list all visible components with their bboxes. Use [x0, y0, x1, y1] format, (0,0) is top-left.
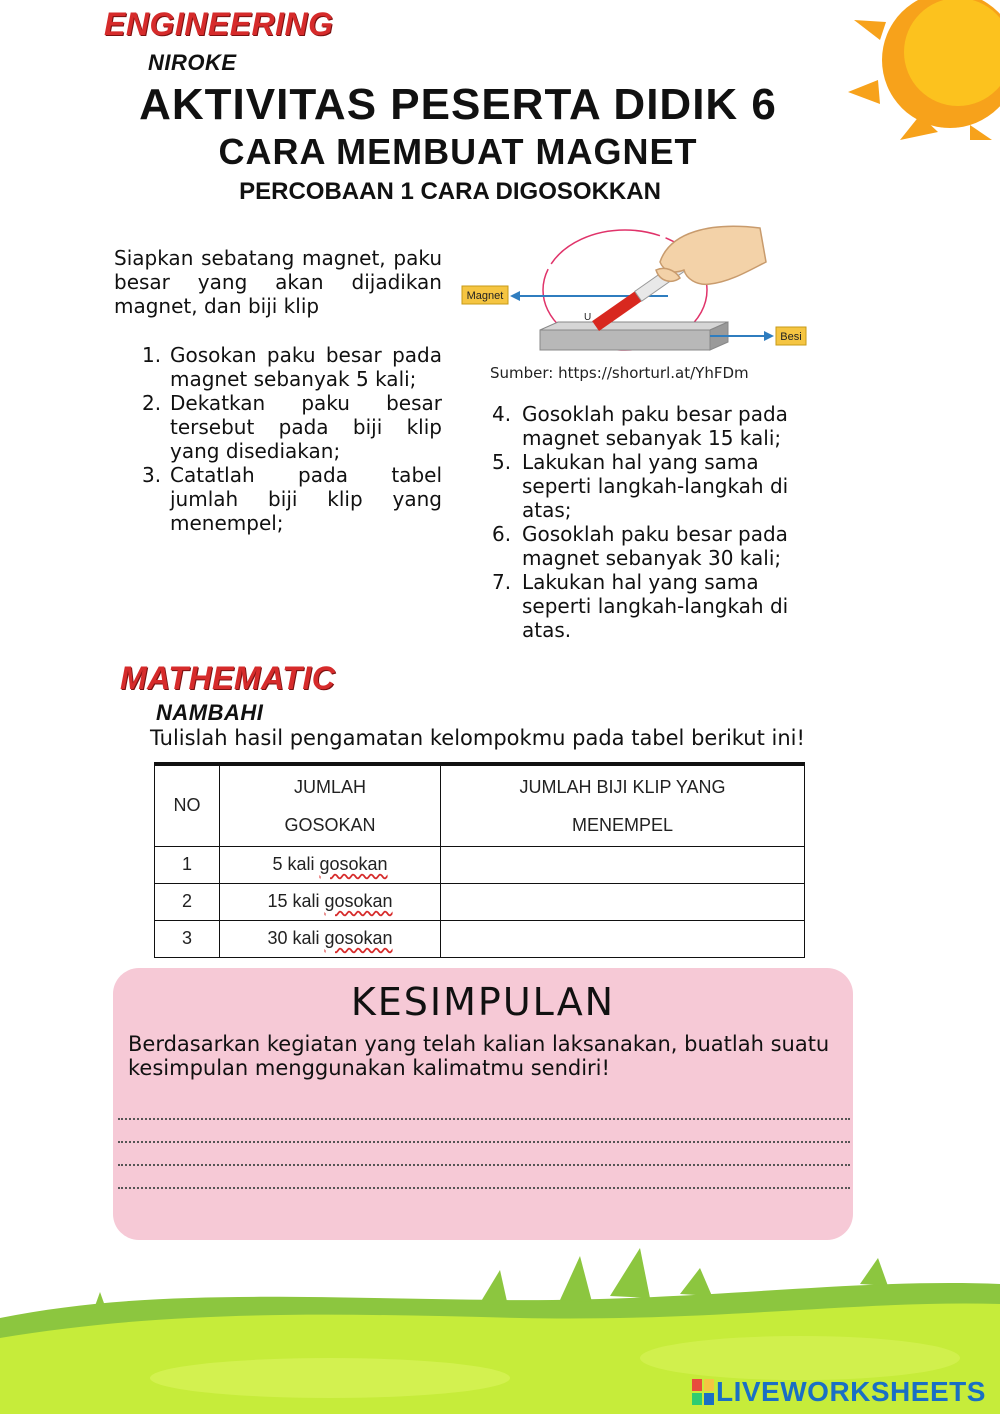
intro-paragraph: Siapkan sebatang magnet, paku besar yang akan dijadikan magnet, dan biji klip — [114, 246, 442, 318]
table-row — [155, 883, 805, 920]
step-number: 6. — [492, 522, 512, 546]
list-item — [142, 391, 442, 463]
step-text: Catatlah pada tabel jumlah biji klip yang menempel; — [170, 463, 442, 535]
section-title: PERCOBAAN 1 CARA DIGOSOKKAN — [239, 178, 661, 205]
cell-result-input[interactable] — [441, 846, 805, 883]
niroke-tag: NIROKE — [148, 50, 237, 75]
rub-count: 5 kali — [272, 854, 315, 874]
step-number: 1. — [142, 343, 162, 367]
list-item — [492, 450, 832, 522]
header-line: GOSOKAN — [284, 814, 376, 835]
answer-line[interactable] — [118, 1164, 850, 1166]
header-line: MENEMPEL — [571, 814, 674, 835]
header-line: JUMLAH — [293, 776, 366, 797]
header-jumlah-gosokan — [220, 764, 441, 846]
answer-line[interactable] — [118, 1187, 850, 1189]
cell-no: 2 — [155, 883, 220, 920]
liveworksheets-icon — [692, 1379, 714, 1405]
liveworksheets-logo — [692, 1376, 986, 1408]
step-text: Dekatkan paku besar tersebut pada biji klip yang disediakan; — [170, 391, 442, 463]
list-item — [142, 463, 442, 535]
list-item — [492, 522, 832, 570]
cell-gosokan — [220, 883, 441, 920]
rub-unit: gosokan — [319, 854, 388, 874]
step-text: Gosoklah paku besar pada magnet sebanyak 30 kali; — [522, 522, 788, 570]
step-number: 2. — [142, 391, 162, 415]
table-instruction: Tulislah hasil pengamatan kelompokmu pada tabel berikut ini! — [150, 726, 805, 750]
step-text: Gosokan paku besar pada magnet sebanyak 5 kali; — [170, 343, 442, 391]
figure-source: Sumber: https://shorturl.at/YhFDm — [490, 364, 749, 382]
header-jumlah-klip — [441, 764, 805, 846]
answer-line[interactable] — [118, 1141, 850, 1143]
steps-list-right — [492, 402, 832, 642]
mathematic-tag: MATHEMATIC — [120, 660, 336, 696]
engineering-tag: ENGINEERING — [104, 6, 334, 42]
table-row — [155, 846, 805, 883]
table-header-row — [155, 764, 805, 846]
table-row — [155, 920, 805, 957]
answer-line[interactable] — [118, 1118, 850, 1120]
magnet-rubbing-illustration — [460, 222, 810, 358]
step-number: 5. — [492, 450, 512, 474]
step-number: 7. — [492, 570, 512, 594]
step-text: Gosoklah paku besar pada magnet sebanyak 15 kali; — [522, 402, 788, 450]
page-subtitle: CARA MEMBUAT MAGNET — [218, 131, 698, 172]
header-no: NO — [155, 764, 220, 846]
nambahi-tag: NAMBAHI — [156, 700, 264, 725]
conclusion-title: KESIMPULAN — [350, 980, 616, 1024]
cell-no: 3 — [155, 920, 220, 957]
rub-count: 30 kali — [267, 928, 320, 948]
conclusion-text: Berdasarkan kegiatan yang telah kalian laksanakan, buatlah suatu kesimpulan menggunakan kalimatmu sendiri! — [128, 1032, 830, 1080]
cell-result-input[interactable] — [441, 883, 805, 920]
list-item — [492, 570, 832, 642]
cell-gosokan — [220, 846, 441, 883]
step-text: Lakukan hal yang sama seperti langkah-langkah di atas; — [522, 450, 789, 522]
cell-result-input[interactable] — [441, 920, 805, 957]
steps-list-left — [142, 343, 442, 535]
observation-table — [154, 762, 805, 958]
step-number: 4. — [492, 402, 512, 426]
cell-no: 1 — [155, 846, 220, 883]
list-item — [492, 402, 832, 450]
brand-name: LIVEWORKSHEETS — [716, 1376, 986, 1407]
rub-unit: gosokan — [324, 891, 393, 911]
page-title: AKTIVITAS PESERTA DIDIK 6 — [139, 80, 777, 129]
rub-count: 15 kali — [267, 891, 320, 911]
cell-gosokan — [220, 920, 441, 957]
step-number: 3. — [142, 463, 162, 487]
step-text: Lakukan hal yang sama seperti langkah-langkah di atas. — [522, 570, 789, 642]
list-item — [142, 343, 442, 391]
pole-label: U — [584, 312, 592, 323]
rub-unit: gosokan — [324, 928, 393, 948]
header-line: JUMLAH BIJI KLIP YANG — [519, 776, 726, 797]
besi-label: Besi — [780, 331, 802, 343]
magnet-label: Magnet — [466, 290, 504, 302]
